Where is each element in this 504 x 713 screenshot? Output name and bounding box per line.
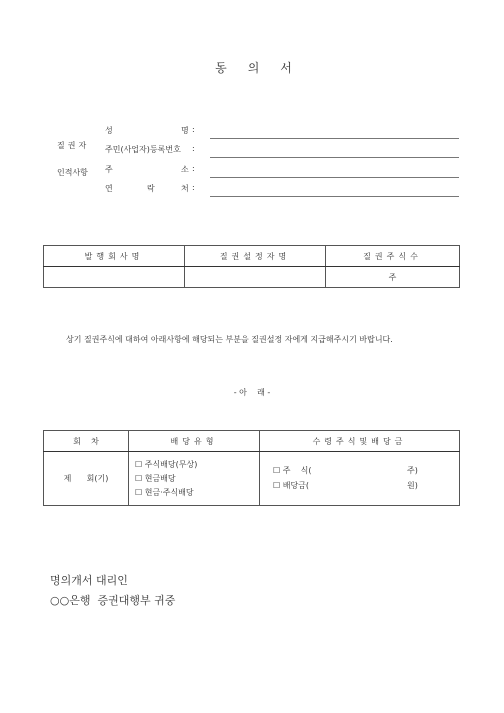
checkbox-cash-stock-dividend[interactable]: ☐ 현금·주식배당 [135, 488, 194, 497]
colon: : [192, 125, 195, 134]
statement-text: 상기 질권주식에 대하여 아래사항에 해당되는 부분을 질권설정 자에게 지급해주시기 바랍니다. [66, 335, 393, 344]
header-issuer: 발행회사명 [44, 246, 185, 267]
pledger-group-label: 질권자 [57, 141, 90, 150]
table-row [44, 452, 460, 506]
document-title: 동의서 [215, 61, 313, 75]
colon: : [192, 164, 195, 173]
footer-recipient: ○○은행 증권대행부 귀중 [50, 594, 176, 607]
checkbox-shares[interactable]: ☐ 주 식( [273, 465, 312, 475]
colon: : [192, 183, 195, 192]
shares-unit: 주) [407, 465, 418, 475]
header-dividend-type: 배당유형 [129, 431, 260, 452]
id-field-line[interactable] [210, 157, 459, 158]
section-heading: - 아 래 - [233, 388, 271, 397]
name-field-line[interactable] [210, 138, 459, 139]
header-receipt: 수령주식및배당금 [260, 431, 460, 452]
checkbox-stock-dividend[interactable]: ☐ 주식배당(무상) [135, 460, 198, 469]
footer-agent: 명의개서 대리인 [50, 574, 128, 587]
cell-round[interactable]: 제 회(기) [44, 452, 129, 506]
dividend-table [43, 430, 460, 506]
cell-shares[interactable]: 주 [326, 267, 460, 288]
pledge-info-table [43, 245, 460, 288]
amount-unit: 원) [407, 480, 418, 490]
cell-receipts [260, 452, 460, 506]
field-address-label-2: 소 [181, 165, 189, 174]
contact-field-line[interactable] [210, 196, 459, 197]
table-header-row [44, 431, 460, 452]
address-field-line[interactable] [210, 177, 459, 178]
header-round: 회 차 [44, 431, 129, 452]
table-row [44, 267, 460, 288]
table-header-row [44, 246, 460, 267]
field-contact-label-mid: 락 [147, 184, 155, 193]
colon: : [192, 144, 195, 153]
field-contact-label-2: 처 [181, 184, 189, 193]
field-name-label-2: 명 [181, 126, 189, 135]
pledger-group-label-2: 인적사항 [57, 168, 88, 177]
checkbox-dividend-amount[interactable]: ☐ 배당금( [273, 480, 310, 490]
field-id-label: 주민(사업자)등록번호 [105, 145, 181, 154]
field-name-label-1: 성 [105, 126, 113, 135]
cell-issuer[interactable] [44, 267, 185, 288]
checkbox-cash-dividend[interactable]: ☐ 현금배당 [135, 474, 176, 483]
field-contact-label-1: 연 [105, 184, 113, 193]
cell-pledgor[interactable] [185, 267, 326, 288]
header-shares: 질권주식수 [326, 246, 460, 267]
cell-dividend-types [129, 452, 260, 506]
header-pledgor: 질권설정자명 [185, 246, 326, 267]
field-address-label-1: 주 [105, 165, 113, 174]
